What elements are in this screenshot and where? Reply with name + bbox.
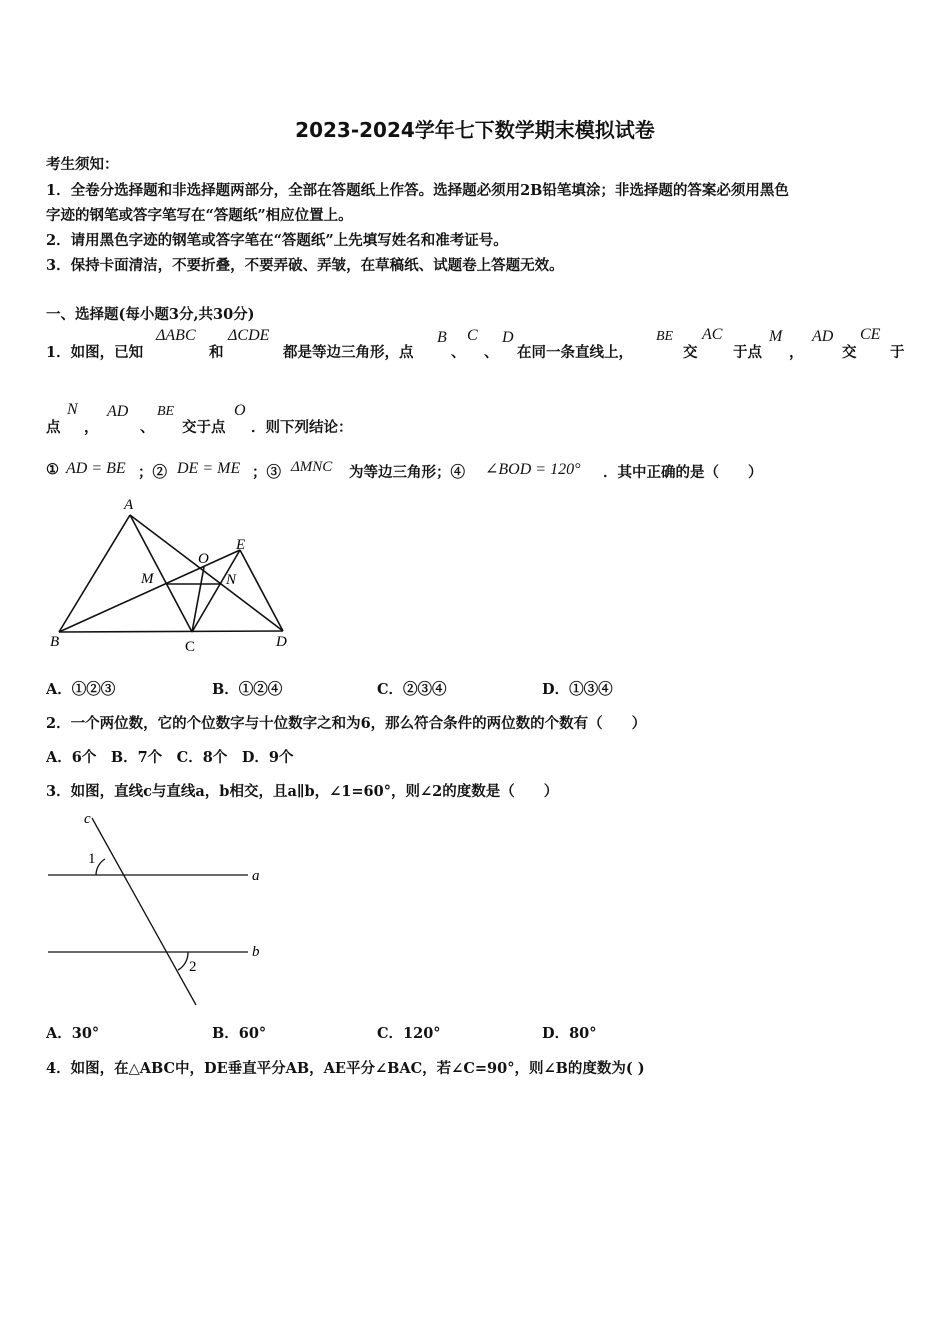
q3-option-d: D．80° bbox=[542, 1025, 597, 1042]
q1-text-8: 于点 bbox=[733, 344, 762, 361]
q3-figure bbox=[40, 810, 280, 1010]
q1-text-11: 于 bbox=[890, 344, 905, 361]
q1-fig-label-c: C bbox=[185, 639, 196, 655]
q1-text-5: 、 bbox=[484, 344, 499, 361]
q1-text-4: 、 bbox=[451, 344, 466, 361]
q1-math-m: M bbox=[769, 328, 783, 345]
q1-line2-text-e: ．则下列结论： bbox=[251, 419, 353, 436]
q3-fig-angle-1-arc bbox=[96, 859, 105, 875]
q1-conclusion-2-mark: ；② bbox=[138, 464, 167, 481]
q3-fig-label-1: 1 bbox=[88, 851, 96, 867]
notice-line-1a: 1．全卷分选择题和非选择题两部分，全部在答题纸上作答。选择题必须用2B铅笔填涂；非选择题的答案必须用黑色 bbox=[46, 182, 789, 199]
q3-fig-label-2: 2 bbox=[189, 959, 197, 975]
q1-conclusion-3-math: ΔMNC bbox=[291, 459, 333, 475]
q1-text-9: ， bbox=[789, 344, 804, 361]
notice-line-2: 2．请用黑色字迹的钢笔或答字笔在“答题纸”上先填写姓名和准考证号。 bbox=[46, 232, 508, 249]
q3-option-b: B．60° bbox=[212, 1025, 267, 1042]
q1-math-ce: CE bbox=[860, 326, 881, 343]
q1-option-b: B．①②④ bbox=[212, 681, 283, 698]
q1-math-ac: AC bbox=[702, 326, 723, 343]
q1-option-a: A．①②③ bbox=[46, 681, 116, 698]
q1-fig-segment-ac bbox=[130, 515, 192, 632]
q1-fig-label-o: O bbox=[198, 551, 209, 567]
q1-math-abc: ΔABC bbox=[156, 327, 196, 344]
q1-fig-label-b: B bbox=[50, 634, 60, 650]
page-title: 2023-2024学年七下数学期末模拟试卷 bbox=[295, 118, 655, 142]
q1-fig-label-m: M bbox=[141, 571, 154, 587]
q1-fig-segment-be bbox=[59, 550, 240, 632]
q1-line2-text-d: 交于点 bbox=[182, 419, 226, 436]
q1-fig-segment-ab bbox=[59, 515, 130, 632]
q3-fig-label-c: c bbox=[84, 811, 91, 827]
q1-option-c: C．②③④ bbox=[377, 681, 447, 698]
q3-fig-angle-2-arc bbox=[178, 952, 188, 970]
q1-fig-segment-ed bbox=[240, 550, 283, 631]
q1-math-n: N bbox=[67, 401, 78, 418]
q1-text-3: 都是等边三角形，点 bbox=[283, 344, 414, 361]
q1-fig-label-e: E bbox=[236, 537, 246, 553]
notice-heading: 考生须知： bbox=[46, 156, 119, 173]
q4-question: 4．如图，在△ABC中，DE垂直平分AB，AE平分∠BAC，若∠C=90°，则∠B的度数为( ) bbox=[46, 1060, 645, 1077]
notice-line-1b: 字迹的钢笔或答字笔写在“答题纸”相应位置上。 bbox=[46, 207, 353, 224]
q1-line2-text-b: ， bbox=[84, 419, 99, 436]
q1-conclusion-4-math: ∠BOD = 120° bbox=[485, 461, 581, 478]
q1-math-b: B bbox=[437, 329, 447, 346]
q1-math-ad: AD bbox=[812, 328, 834, 345]
notice-line-3: 3．保持卡面清洁，不要折叠，不要弄破、弄皱，在草稿纸、试题卷上答题无效。 bbox=[46, 257, 564, 274]
q1-line2-text-a: 点 bbox=[46, 419, 61, 436]
q1-conclusion-1-math: AD = BE bbox=[66, 460, 126, 477]
q1-fig-segment-bd bbox=[59, 631, 283, 632]
q1-option-d: D．①③④ bbox=[542, 681, 613, 698]
section-heading: 一、选择题(每小题3分,共30分) bbox=[46, 306, 255, 323]
q3-question: 3．如图，直线c与直线a，b相交，且a∥b，∠1=60°，则∠2的度数是（ ） bbox=[46, 783, 559, 800]
q3-option-a: A．30° bbox=[46, 1025, 100, 1042]
q3-option-c: C．120° bbox=[377, 1025, 441, 1042]
q1-fig-label-a: A bbox=[124, 497, 134, 513]
q1-math-be: BE bbox=[656, 329, 674, 344]
q2-options: A．6个 B．7个 C．8个 D．9个 bbox=[46, 749, 294, 766]
q1-text-2: 和 bbox=[209, 344, 224, 361]
q1-math-be-2: BE bbox=[157, 404, 175, 419]
q3-fig-label-a: a bbox=[252, 868, 260, 884]
q1-conclusion-4-text: ．其中正确的是（ ） bbox=[603, 464, 763, 481]
q1-math-d: D bbox=[502, 329, 514, 346]
q1-math-c: C bbox=[467, 327, 478, 344]
q1-text-7: 交 bbox=[683, 344, 698, 361]
q3-fig-label-b: b bbox=[252, 944, 260, 960]
q1-math-o: O bbox=[234, 402, 246, 419]
q1-fig-label-n: N bbox=[226, 572, 237, 588]
q1-fig-label-d: D bbox=[276, 634, 287, 650]
q1-text-1: 1．如图，已知 bbox=[46, 344, 144, 361]
q1-conclusion-1-mark: ① bbox=[46, 461, 59, 478]
q1-figure bbox=[40, 490, 310, 660]
q3-fig-line-c bbox=[92, 818, 196, 1005]
q1-math-ad-2: AD bbox=[107, 403, 129, 420]
q2-question: 2．一个两位数，它的个位数字与十位数字之和为6，那么符合条件的两位数的个数有（ ） bbox=[46, 715, 647, 732]
q1-conclusion-2-math: DE = ME bbox=[177, 460, 241, 477]
q1-line2-text-c: 、 bbox=[140, 419, 155, 436]
q1-conclusion-3-text: 为等边三角形；④ bbox=[349, 464, 465, 481]
q1-math-cde: ΔCDE bbox=[228, 327, 270, 344]
q1-text-6: 在同一条直线上， bbox=[517, 344, 633, 361]
q1-text-10: 交 bbox=[842, 344, 857, 361]
q1-conclusion-3-mark: ；③ bbox=[252, 464, 281, 481]
